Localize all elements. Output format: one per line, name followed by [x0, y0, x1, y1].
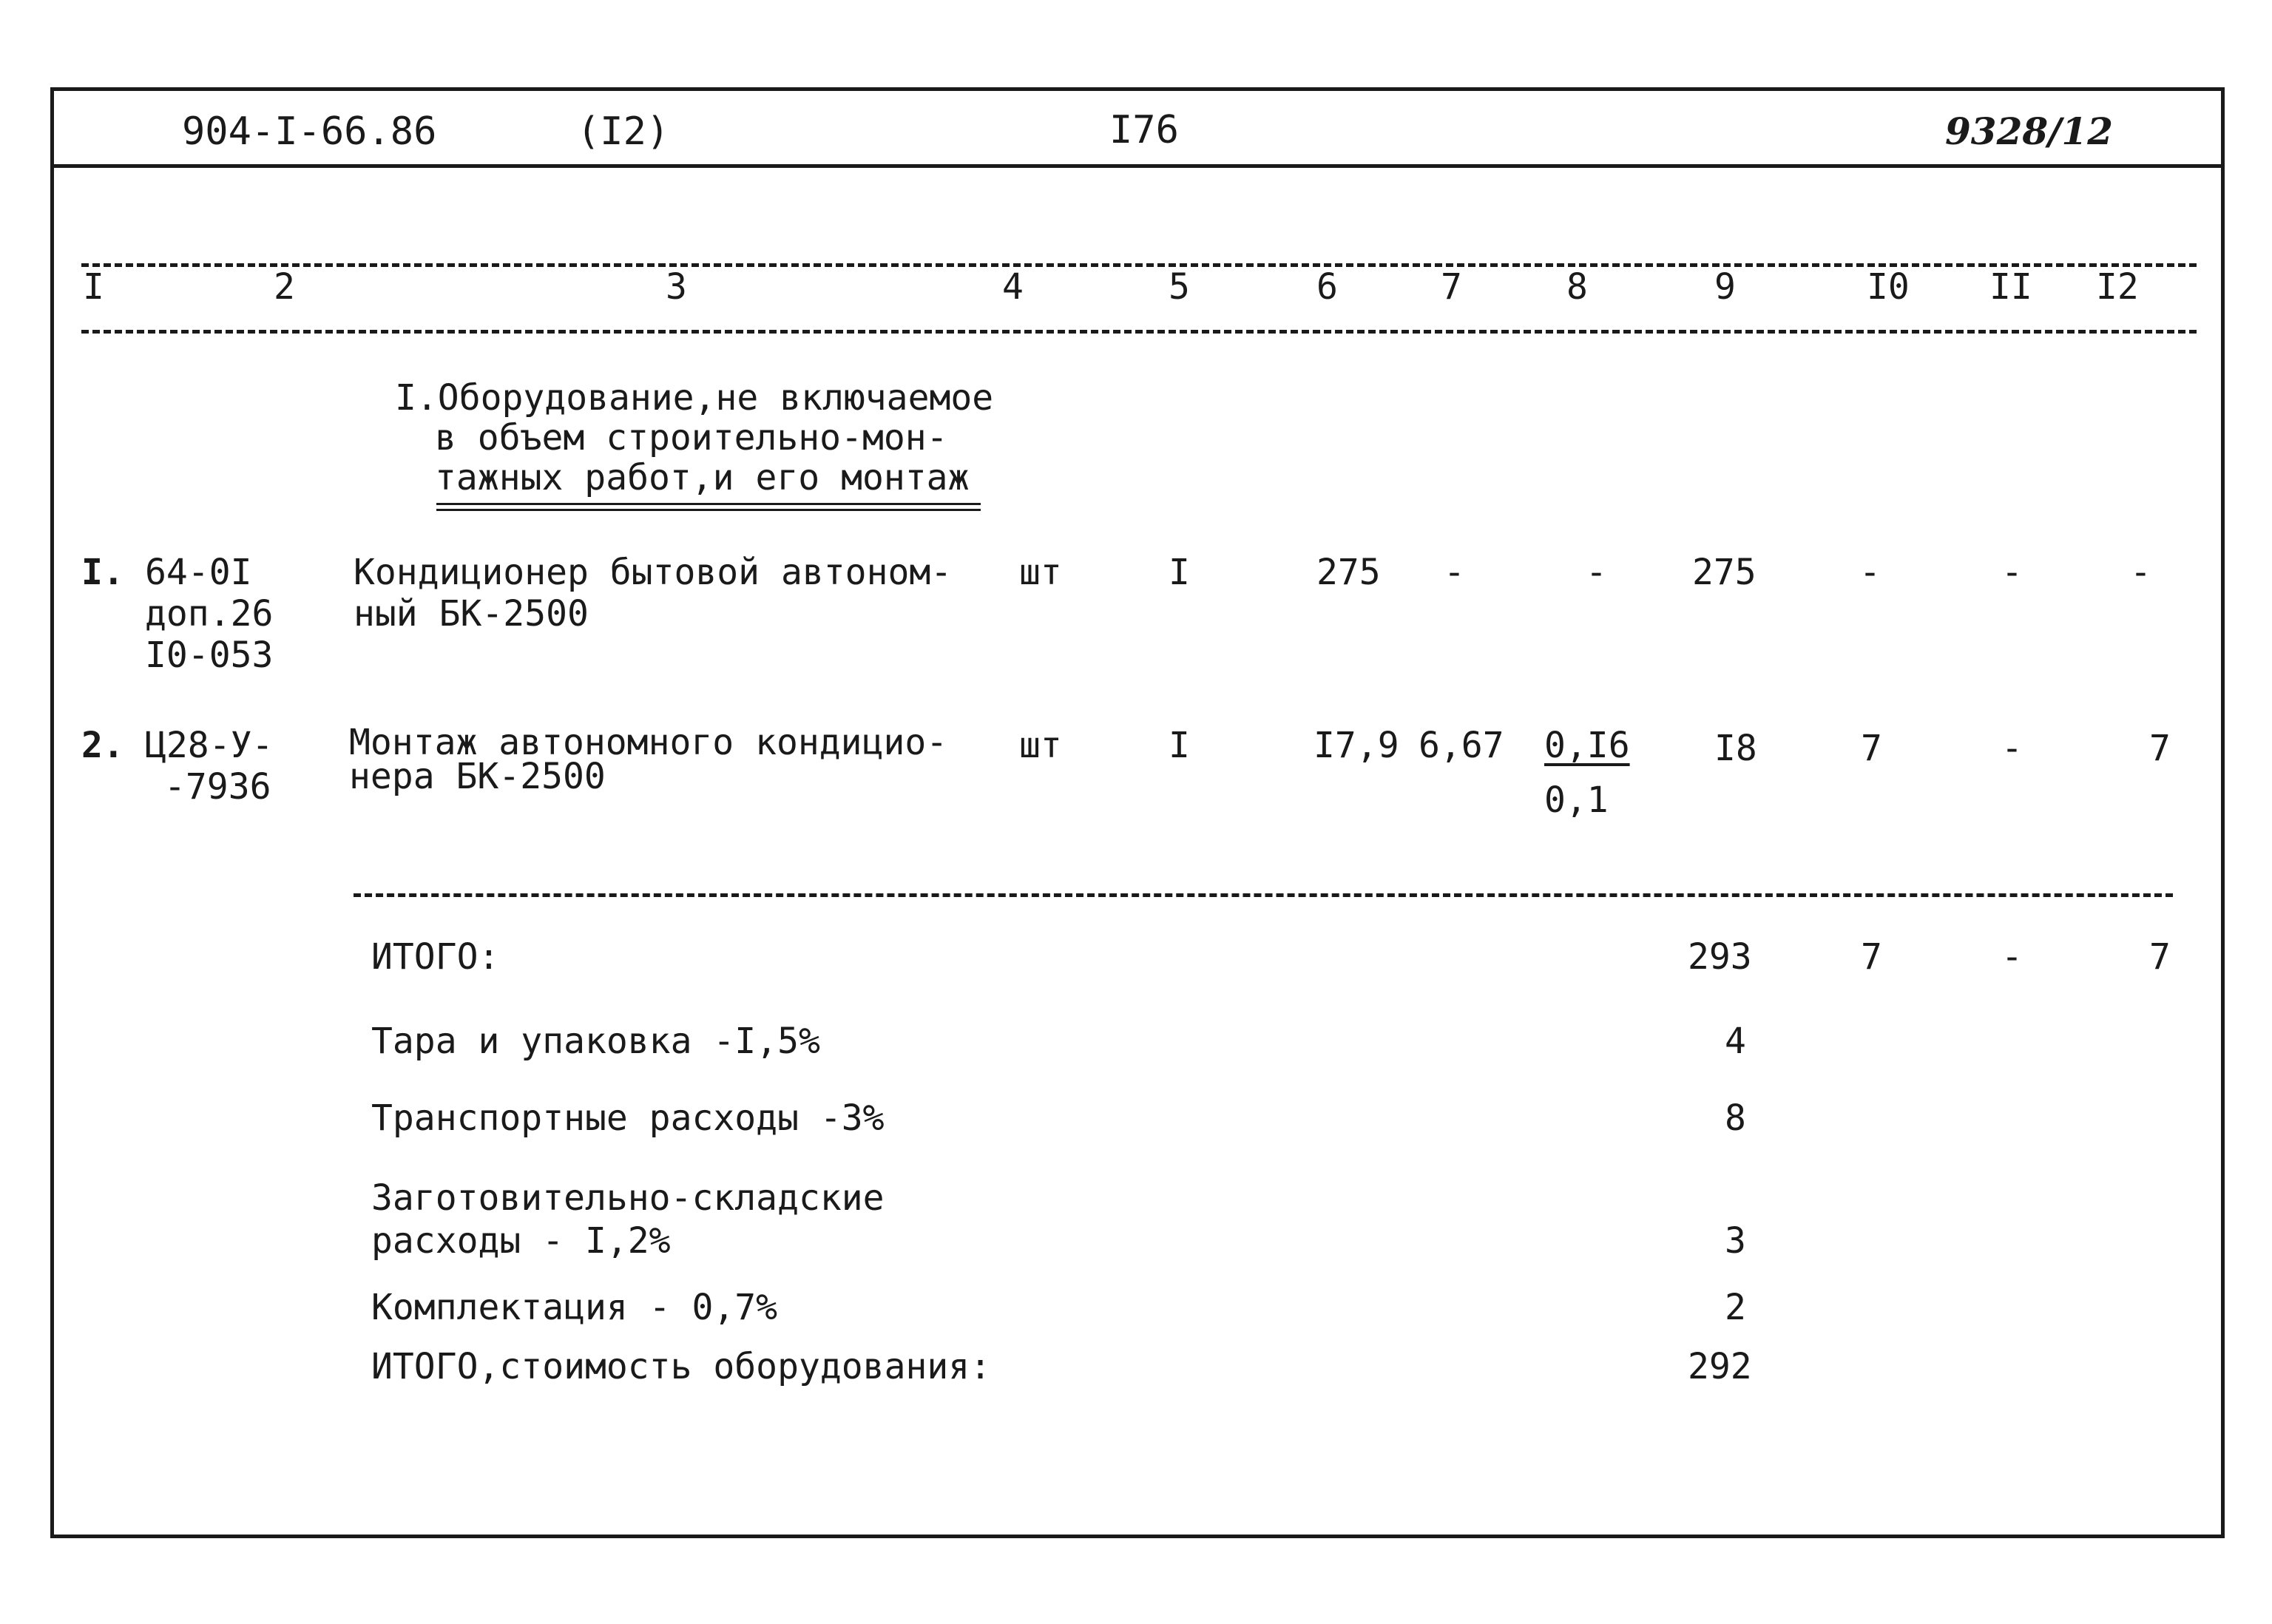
section-title-line-1: I.Оборудование,не включаемое [395, 377, 994, 419]
dashed-rule-totals [354, 893, 2173, 897]
column-header-11: II [1989, 266, 2032, 308]
completion-value: 2 [1725, 1287, 1746, 1328]
row-col10: 7 [1861, 728, 1882, 769]
procurement-label-line-1: Заготовительно-складские [371, 1177, 885, 1219]
total-col9: 293 [1688, 936, 1752, 978]
row-col9: 275 [1692, 552, 1757, 593]
transport-value: 8 [1725, 1097, 1746, 1139]
transport-label: Транспортные расходы -3% [371, 1097, 885, 1139]
column-header-7: 7 [1441, 266, 1462, 308]
equipment-total-label: ИТОГО,стоимость оборудования: [371, 1346, 992, 1387]
row-quantity: I [1169, 552, 1190, 593]
row-col8: - [1586, 552, 1607, 593]
row-name-line: нера БК-2500 [349, 756, 606, 797]
column-header-2: 2 [274, 266, 295, 308]
column-header-10: I0 [1867, 266, 1910, 308]
column-header-6: 6 [1316, 266, 1338, 308]
sheet-part: (I2) [577, 109, 670, 154]
total-col12: 7 [2149, 936, 2171, 978]
column-header-1: I [83, 266, 104, 308]
row-quantity: I [1169, 725, 1190, 766]
section-title-underline-2 [436, 509, 981, 511]
dashed-rule-header-bottom [81, 330, 2197, 334]
row-col6: I7,9 [1314, 725, 1399, 766]
row-unit: шт [1019, 725, 1062, 766]
total-col10: 7 [1861, 936, 1882, 978]
column-header-8: 8 [1566, 266, 1588, 308]
row-col11: - [2001, 552, 2023, 593]
row-col8-second: 0,1 [1544, 779, 1609, 821]
row-name-line: Кондиционер бытовой автоном- [354, 552, 953, 593]
row-name-line: ный БК-2500 [354, 593, 589, 635]
column-header-12: I2 [2096, 266, 2139, 308]
procurement-value: 3 [1725, 1220, 1746, 1262]
completion-label: Комплектация - 0,7% [371, 1287, 778, 1328]
row-number: 2. [81, 725, 124, 766]
equipment-total-value: 292 [1688, 1346, 1752, 1387]
row-col12: - [2130, 552, 2151, 593]
document-code: 904-I-66.86 [182, 109, 437, 154]
column-header-9: 9 [1714, 266, 1736, 308]
inventory-number: 9328/12 [1945, 109, 2114, 153]
row-col12: 7 [2149, 728, 2171, 769]
section-title-underline [436, 503, 981, 505]
row-code-line: Ц28-У- [145, 725, 274, 766]
row-number: I. [81, 552, 124, 593]
row-col6: 275 [1316, 552, 1381, 593]
section-title-line-3: тажных работ,и его монтаж [435, 457, 970, 498]
row-col8: 0,I6 [1544, 725, 1630, 766]
page-number: I76 [1109, 108, 1179, 152]
total-label: ИТОГО: [371, 936, 500, 978]
section-title-line-2: в объем строительно-мон- [435, 417, 948, 459]
packaging-label: Тара и упаковка -I,5% [371, 1021, 820, 1062]
row-code-line: -7936 [164, 766, 271, 808]
row-col9: I8 [1714, 728, 1757, 769]
row-col7: - [1444, 552, 1465, 593]
total-col11: - [2001, 936, 2023, 978]
row-code-line: 64-0I [145, 552, 252, 593]
row-unit: шт [1019, 552, 1062, 593]
row-code-line: доп.26 [145, 593, 274, 635]
column-header-3: 3 [666, 266, 687, 308]
column-header-5: 5 [1169, 266, 1190, 308]
packaging-value: 4 [1725, 1021, 1746, 1062]
row-col7: 6,67 [1419, 725, 1504, 766]
row-name-line: Монтаж автономного кондицио- [349, 722, 948, 763]
row-col10: - [1859, 552, 1881, 593]
procurement-label-line-2: расходы - I,2% [371, 1220, 671, 1262]
row-col11: - [2001, 728, 2023, 769]
row-code-line: I0-053 [145, 635, 274, 676]
header-divider [50, 164, 2225, 168]
column-header-4: 4 [1002, 266, 1024, 308]
